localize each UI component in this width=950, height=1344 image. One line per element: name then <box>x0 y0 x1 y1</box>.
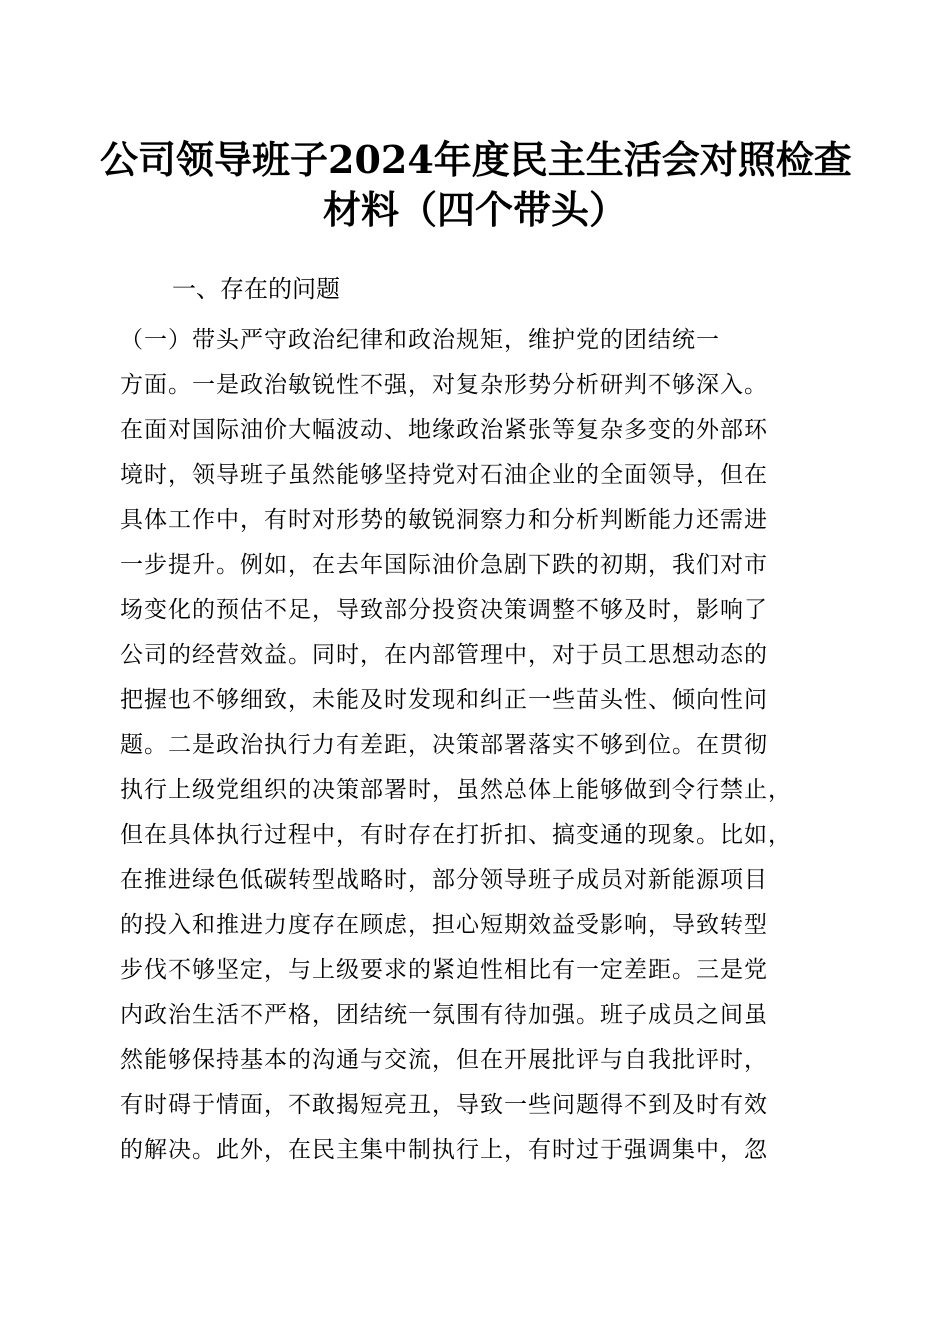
body-line: 具体工作中，有时对形势的敏锐洞察力和分析判断能力还需进 <box>120 507 768 533</box>
document-title-line-1: 公司领导班子2024年度民主生活会对照检查 <box>100 137 852 182</box>
body-line: 公司的经营效益。同时，在内部管理中，对于员工思想动态的 <box>120 642 768 668</box>
body-line: 在推进绿色低碳转型战略时，部分领导班子成员对新能源项目 <box>120 867 768 893</box>
body-line: 把握也不够细致，未能及时发现和纠正一些苗头性、倾向性问 <box>120 687 768 713</box>
body-line: 然能够保持基本的沟通与交流，但在开展批评与自我批评时， <box>120 1047 768 1073</box>
body-line: 一步提升。例如，在去年国际油价急剧下跌的初期，我们对市 <box>120 552 768 578</box>
body-line: 执行上级党组织的决策部署时，虽然总体上能够做到令行禁止， <box>120 777 792 803</box>
body-line: 境时，领导班子虽然能够坚持党对石油企业的全面领导，但在 <box>120 462 768 488</box>
body-line: 的解决。此外，在民主集中制执行上，有时过于强调集中，忽 <box>120 1137 768 1163</box>
body-line: 步伐不够坚定，与上级要求的紧迫性相比有一定差距。三是党 <box>120 957 768 983</box>
body-line: 内政治生活不严格，团结统一氛围有待加强。班子成员之间虽 <box>120 1002 768 1028</box>
body-line: 在面对国际油价大幅波动、地缘政治紧张等复杂多变的外部环 <box>120 417 768 443</box>
body-line: 但在具体执行过程中，有时存在打折扣、搞变通的现象。比如， <box>120 822 792 848</box>
body-line: 题。二是政治执行力有差距，决策部署落实不够到位。在贯彻 <box>120 732 768 758</box>
body-line: （一）带头严守政治纪律和政治规矩，维护党的团结统一 <box>120 327 720 353</box>
document-title-line-2: 材料（四个带头） <box>322 187 627 232</box>
section-heading: 一、存在的问题 <box>172 275 340 303</box>
body-line: 的投入和推进力度存在顾虑，担心短期效益受影响，导致转型 <box>120 912 768 938</box>
body-line: 场变化的预估不足，导致部分投资决策调整不够及时，影响了 <box>120 597 768 623</box>
body-line: 方面。一是政治敏锐性不强，对复杂形势分析研判不够深入。 <box>120 372 768 398</box>
body-line: 有时碍于情面，不敢揭短亮丑，导致一些问题得不到及时有效 <box>120 1092 768 1118</box>
